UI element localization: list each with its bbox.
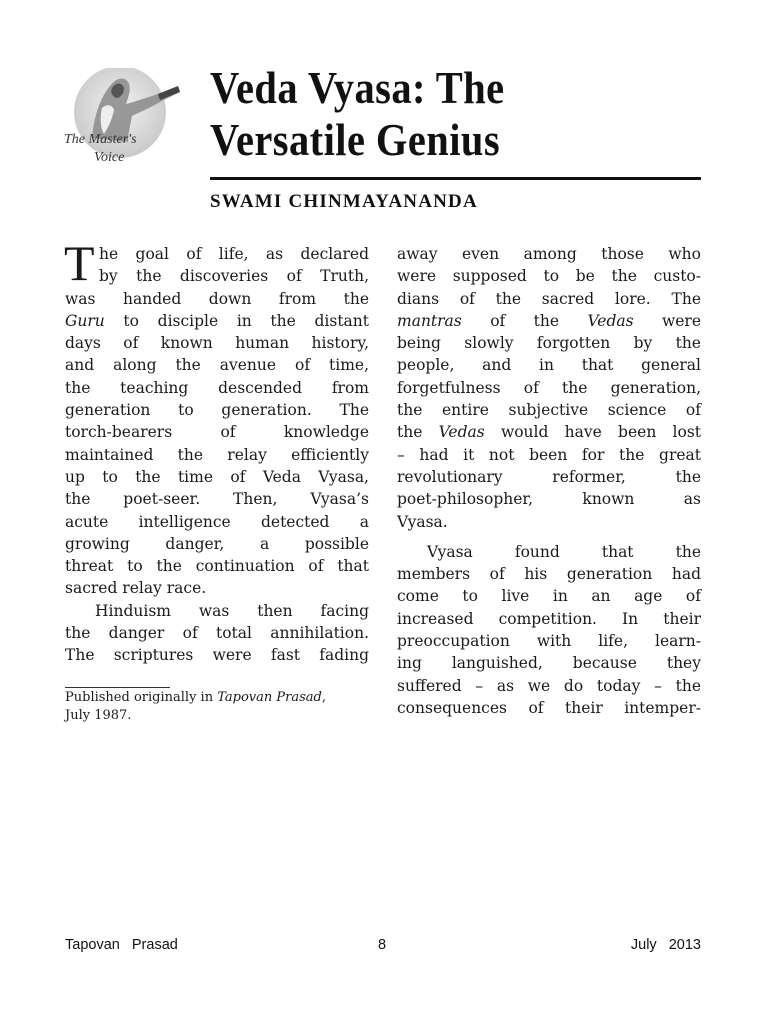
footnote-suffix: , xyxy=(321,690,326,705)
text-span: the xyxy=(397,423,439,442)
drop-cap: T xyxy=(64,235,95,291)
text-line: were supposed to be the custo- xyxy=(397,267,701,286)
text-line: the teaching descended from xyxy=(65,378,369,397)
text-span: of the xyxy=(461,311,588,330)
logo-text-line2: Voice xyxy=(94,150,125,165)
text-line: Hinduism was then facing xyxy=(95,601,369,620)
article-column-right xyxy=(397,243,701,719)
sage-pointing-emblem-icon xyxy=(62,68,190,180)
text-span: would have been lost xyxy=(484,423,702,442)
footnote xyxy=(65,689,369,725)
text-line: sacred relay race. xyxy=(65,579,207,598)
title-line-1: Veda Vyasa: The xyxy=(210,62,505,113)
text-line: and along the avenue of time, xyxy=(65,356,369,375)
footnote-rule xyxy=(65,687,170,688)
text-line: forgetfulness of the generation, xyxy=(397,378,701,397)
text-line: the danger of total annihilation. xyxy=(65,624,369,643)
text-line: being slowly forgotten by the xyxy=(397,334,701,353)
text-line: Vyasa found that the xyxy=(427,542,701,561)
footer-page-number: 8 xyxy=(378,937,387,953)
text-line xyxy=(65,310,369,332)
footer-publication: Tapovan Prasad xyxy=(65,937,178,953)
italic-term-mantras: mantras xyxy=(397,311,462,330)
text-line xyxy=(397,421,701,443)
text-line: The scriptures were fast fading xyxy=(65,646,369,665)
text-line: by the discoveries of Truth, xyxy=(99,267,369,286)
continued-paragraph xyxy=(397,243,701,533)
text-line: dians of the sacred lore. The xyxy=(397,289,701,308)
text-line: maintained the relay efficiently xyxy=(65,445,369,464)
text-line: acute intelligence detected a xyxy=(65,512,369,531)
text-line: come to live in an age of xyxy=(397,587,701,606)
text-line: increased competition. In their xyxy=(397,609,701,628)
text-line: consequences of their intemper- xyxy=(397,698,701,717)
italic-term-vedas: Vedas xyxy=(587,311,634,330)
footnote-source: Tapovan Prasad xyxy=(217,690,322,705)
text-line: threat to the continuation of that xyxy=(65,557,369,576)
third-paragraph xyxy=(397,541,701,719)
italic-term-vedas: Vedas xyxy=(438,423,485,442)
text-line: suffered – as we do today – the xyxy=(397,676,701,695)
text-line: torch-bearers of knowledge xyxy=(65,423,369,442)
second-paragraph xyxy=(65,600,369,667)
italic-term-guru: Guru xyxy=(65,311,105,330)
text-line: the entire subjective science of xyxy=(397,401,701,420)
logo-text-line1: The Master's xyxy=(64,132,137,147)
article-column-left xyxy=(64,235,369,667)
title-line-2: Versatile Genius xyxy=(210,114,501,165)
footnote-date: July 1987. xyxy=(65,708,132,723)
text-line: growing danger, a possible xyxy=(65,534,369,553)
title-rule xyxy=(210,177,701,180)
text-span: to disciple in the distant xyxy=(104,311,369,330)
text-line: away even among those who xyxy=(397,245,701,263)
text-line: poet-philosopher, known as xyxy=(397,490,701,509)
text-line: Vyasa. xyxy=(397,512,448,531)
text-line: preoccupation with life, learn- xyxy=(397,632,701,651)
article-title xyxy=(210,62,643,166)
text-line: the poet-seer. Then, Vyasa’s xyxy=(65,490,369,509)
text-span: were xyxy=(633,311,702,330)
author-byline: SWAMI CHINMAYANANDA xyxy=(210,191,478,212)
masters-voice-logo xyxy=(62,68,190,180)
footnote-prefix: Published originally in xyxy=(65,690,218,705)
text-line: ing languished, because they xyxy=(397,654,701,673)
text-line: – had it not been for the great xyxy=(397,445,701,464)
text-line: people, and in that general xyxy=(397,356,701,375)
opening-paragraph xyxy=(64,235,369,600)
text-line xyxy=(397,310,701,332)
text-line: days of known human history, xyxy=(65,334,369,353)
text-line: was handed down from the xyxy=(65,289,369,308)
footer-date: July 2013 xyxy=(630,937,701,953)
text-line: revolutionary reformer, the xyxy=(397,467,701,486)
text-line: generation to generation. The xyxy=(65,401,369,420)
text-line: up to the time of Veda Vyasa, xyxy=(65,467,369,486)
text-line: members of his generation had xyxy=(397,565,701,584)
text-line: he goal of life, as declared xyxy=(99,245,369,263)
paragraph-gap xyxy=(397,533,701,541)
